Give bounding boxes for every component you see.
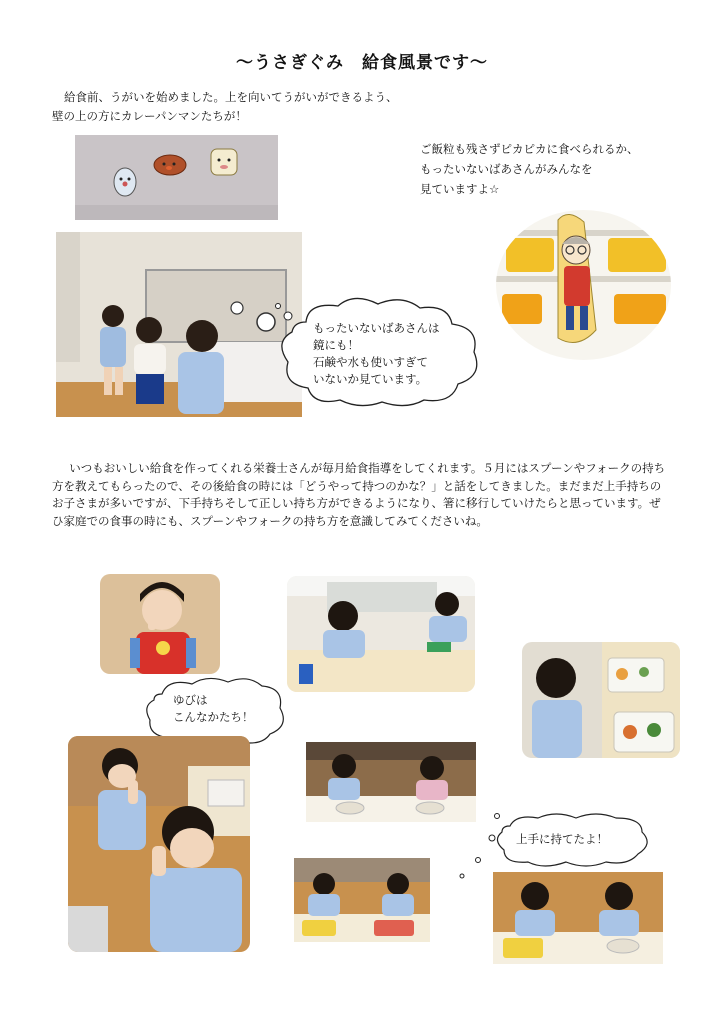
photo-wall-characters	[75, 135, 278, 220]
side-note-line-1: ご飯粒も残さずピカピカに食べられるか、	[420, 142, 639, 156]
photo-kids-with-trays	[294, 858, 430, 942]
thought-bubble-holding	[492, 812, 654, 868]
page-title: ～うさぎぐみ 給食風景です～	[236, 53, 488, 73]
photo-boys-showing-fingers	[68, 736, 250, 952]
bubble-mirror-line-2: 鏡にも！	[313, 338, 359, 352]
photo-kids-with-spoons	[493, 872, 663, 964]
bubble-holding-line-1: 上手に持てたよ！	[516, 832, 608, 846]
intro-line-1: 給食前、うがいを始めました。上を向いてうがいができるよう、	[64, 90, 398, 104]
bubble-fingers-line-2: こんなかたち！	[173, 710, 254, 724]
face-character-3	[211, 149, 237, 175]
face-character-1	[114, 168, 136, 196]
photo-mottainai-grandma	[496, 210, 671, 360]
thought-bubble-mirror	[268, 296, 488, 408]
intro-line-2: 壁の上の方にカレーパンマンたちが！	[52, 109, 247, 123]
side-note-line-3: 見ていますよ☆	[420, 182, 500, 196]
bubble-mirror-line-1: もったいないばあさんは	[313, 321, 440, 335]
bubble-fingers-line-1: ゆびは	[173, 693, 208, 707]
photo-girl-pointing	[100, 574, 220, 674]
photo-children-at-sink	[56, 232, 302, 417]
side-note-line-2: もったいないばあさんがみんなを	[420, 162, 593, 176]
face-character-2	[154, 155, 186, 175]
photo-boy-at-table	[287, 576, 475, 692]
lunch-guidance-paragraph: いつもおいしい給食を作ってくれる栄養士さんが毎月給食指導をしてくれます。５月にはスプーンやフォークの持ち方を教えてもらったので、その後給食の時には「どうやって持つのかな？」と話をしてきました。まだまだ上手持ちのお子さまが多いですが、下手持ちそして正しい持ち方ができるようになり、箸に移行していけたらと思っています。ぜひ家庭での食事の時にも、スプーンやフォークの持ち方を意識してみてくださいね。	[52, 461, 666, 528]
bubble-mirror-line-3: 石鹸や水も使いすぎて	[313, 355, 428, 369]
bubble-mirror-line-4: いないか見ています。	[313, 372, 428, 386]
photo-boy-with-tray	[522, 642, 680, 758]
